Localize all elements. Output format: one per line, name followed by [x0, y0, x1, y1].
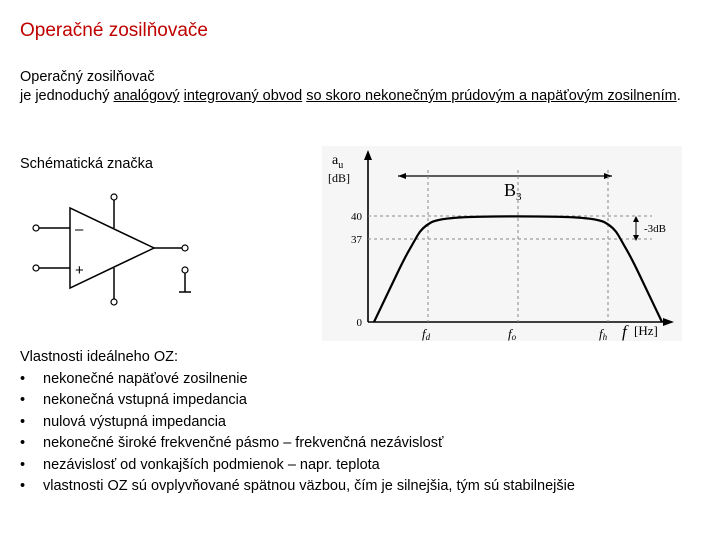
y-label-sub: u	[338, 160, 344, 171]
opamp-symbol	[28, 186, 208, 316]
minus-sign: –	[75, 221, 84, 238]
page-title: Operačné zosilňovače	[20, 20, 208, 41]
intro-text-1: je jednoduchý	[20, 88, 114, 104]
supply-bottom-terminal	[111, 299, 117, 305]
supply-top-terminal	[111, 194, 117, 200]
x-label-unit: [Hz]	[634, 323, 658, 338]
list-item: • nulová výstupná impedancia	[20, 412, 575, 434]
intro-text-4: .	[676, 88, 681, 104]
y-tick-0: 0	[356, 317, 362, 329]
properties-heading: Vlastnosti ideálneho OZ:	[20, 349, 178, 365]
minus-3db-label: -3dB	[644, 223, 666, 235]
x-label: f	[622, 322, 627, 341]
list-item: • vlastnosti OZ sú ovplyvňované spätnou väzbou, čím je silnejšia, tým sú stabilnejšie	[20, 476, 575, 498]
intro-term: Operačný zosilňovač	[20, 69, 155, 85]
ground-terminal	[182, 267, 188, 273]
y-label-unit: [dB]	[328, 171, 350, 185]
list-item: • nekonečné napäťové zosilnenie	[20, 369, 575, 391]
list-item: • nekonečná vstupná impedancia	[20, 390, 575, 412]
intro-definition	[20, 87, 700, 106]
symbol-label: Schématická značka	[20, 156, 153, 172]
x-tick-fh: fh	[599, 326, 608, 341]
link-analogovy[interactable]: analógový	[113, 88, 180, 104]
y-tick-37: 37	[351, 234, 362, 246]
inverting-input-terminal	[33, 225, 39, 231]
list-item: • nekonečné široké frekvenčné pásmo – frekvenčná nezávislosť	[20, 433, 575, 455]
link-zosilnenie[interactable]: so skoro nekonečným prúdovým a napäťovým zosilnením	[306, 88, 677, 104]
intro-paragraph	[20, 68, 700, 106]
output-terminal	[182, 245, 188, 251]
chart-background	[322, 146, 682, 341]
list-item: • nezávislosť od vonkajších podmienok – napr. teplota	[20, 455, 575, 477]
y-tick-40: 40	[351, 211, 362, 223]
properties-list	[20, 369, 575, 498]
properties-section	[20, 347, 575, 498]
plus-sign: +	[75, 262, 84, 279]
bandwidth-label: $B_3$	[504, 180, 522, 203]
y-label-main: a	[332, 153, 339, 168]
x-tick-fo: fo	[508, 326, 517, 341]
link-integrovany-obvod[interactable]: integrovaný obvod	[183, 88, 303, 104]
noninverting-input-terminal	[33, 265, 39, 271]
frequency-response-chart	[322, 146, 682, 341]
x-tick-fd: fd	[422, 326, 431, 341]
